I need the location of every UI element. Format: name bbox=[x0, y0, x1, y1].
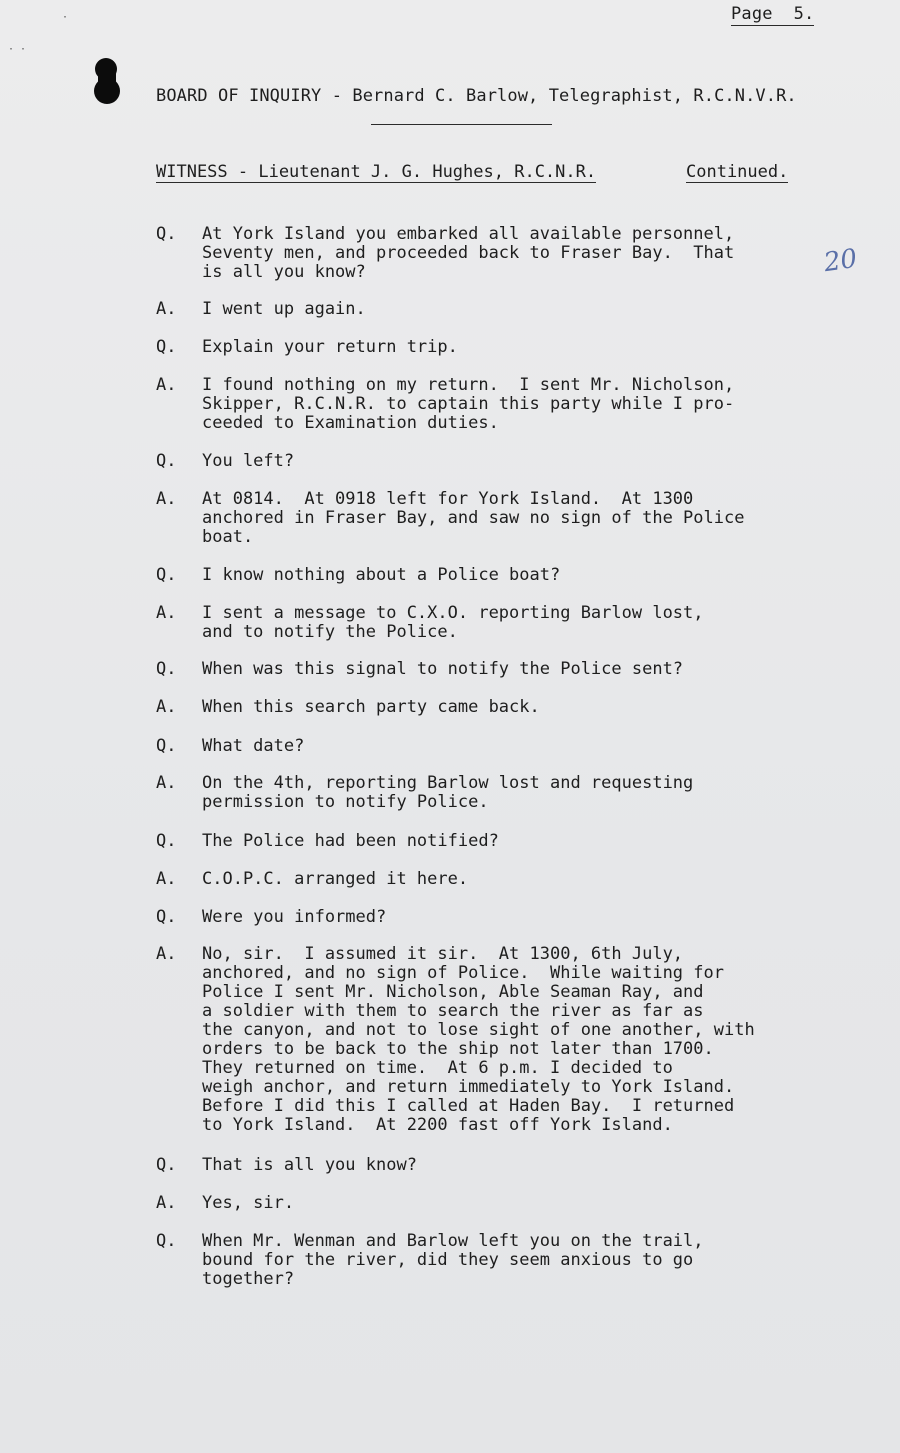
qa-exchange bbox=[156, 832, 836, 851]
qa-exchange bbox=[156, 1194, 836, 1213]
qa-text: Explain your return trip. bbox=[202, 337, 458, 357]
qa-label: A. bbox=[156, 603, 177, 623]
qa-text: At 0814. At 0918 left for York Island. At 1300 anchored in Fraser Bay, and saw no sign of the Police boat. bbox=[202, 489, 745, 547]
qa-label: Q. bbox=[156, 736, 177, 756]
qa-exchange bbox=[156, 452, 836, 471]
qa-label: Q. bbox=[156, 659, 177, 679]
qa-label: A. bbox=[156, 1193, 177, 1213]
qa-exchange bbox=[156, 225, 836, 282]
page-number: Page 5. bbox=[731, 4, 815, 24]
paper-speck: · · bbox=[8, 44, 27, 55]
qa-label: Q. bbox=[156, 1155, 177, 1175]
qa-exchange bbox=[156, 1232, 836, 1289]
qa-label: A. bbox=[156, 697, 177, 717]
qa-label: Q. bbox=[156, 337, 177, 357]
qa-exchange bbox=[156, 660, 836, 679]
qa-label: Q. bbox=[156, 451, 177, 471]
qa-label: A. bbox=[156, 869, 177, 889]
qa-exchange bbox=[156, 870, 836, 889]
qa-exchange bbox=[156, 908, 836, 927]
qa-label: A. bbox=[156, 944, 177, 964]
punch-hole-icon bbox=[92, 56, 122, 106]
qa-text: I went up again. bbox=[202, 299, 366, 319]
qa-exchange bbox=[156, 376, 836, 433]
title-divider bbox=[371, 124, 552, 125]
qa-text: At York Island you embarked all available personnel, Seventy men, and proceeded back to Fraser Bay. That is all you know? bbox=[202, 224, 735, 282]
qa-exchange bbox=[156, 737, 836, 756]
qa-exchange bbox=[156, 566, 836, 585]
qa-text: When was this signal to notify the Police sent? bbox=[202, 659, 684, 679]
qa-label: A. bbox=[156, 299, 177, 319]
qa-label: A. bbox=[156, 375, 177, 395]
qa-text: On the 4th, reporting Barlow lost and requesting permission to notify Police. bbox=[202, 773, 694, 812]
qa-text: That is all you know? bbox=[202, 1155, 417, 1175]
qa-label: A. bbox=[156, 773, 177, 793]
qa-exchange bbox=[156, 1156, 836, 1175]
qa-exchange bbox=[156, 698, 836, 717]
handwritten-margin-note: 20 bbox=[822, 243, 860, 279]
qa-label: Q. bbox=[156, 565, 177, 585]
qa-exchange bbox=[156, 945, 836, 1135]
qa-exchange bbox=[156, 604, 836, 642]
qa-text: Yes, sir. bbox=[202, 1193, 295, 1213]
qa-exchange bbox=[156, 300, 836, 319]
qa-text: No, sir. I assumed it sir. At 1300, 6th July, anchored, and no sign of Police. While waiting for Police I sent Mr. Nicholson, Able Seaman Ray, and a soldier with them to search the river as far as the canyon, and not to lose sight of one another, with orders to be back to the ship not later than 1700. They returned on time. At 6 p.m. I decided to weigh anchor, and return immediately to York Island. Before I did this I called at Haden Bay. I returned to York Island. At 2200 fast off York Island. bbox=[202, 944, 755, 1135]
qa-exchange bbox=[156, 774, 836, 812]
qa-text: When Mr. Wenman and Barlow left you on the trail, bound for the river, did they seem anxious to go together? bbox=[202, 1231, 704, 1289]
qa-text: What date? bbox=[202, 736, 305, 756]
qa-text: Were you informed? bbox=[202, 907, 387, 927]
continued-label: Continued. bbox=[686, 162, 789, 182]
qa-label: Q. bbox=[156, 831, 177, 851]
qa-text: When this search party came back. bbox=[202, 697, 540, 717]
qa-text: C.O.P.C. arranged it here. bbox=[202, 869, 469, 889]
paper-speck: · bbox=[62, 12, 69, 23]
witness-heading: WITNESS - Lieutenant J. G. Hughes, R.C.N.R. bbox=[156, 162, 597, 182]
qa-text: I know nothing about a Police boat? bbox=[202, 565, 561, 585]
qa-text: I found nothing on my return. I sent Mr. Nicholson, Skipper, R.C.N.R. to captain this party while I pro- ceeded to Examination duties. bbox=[202, 375, 735, 433]
qa-label: A. bbox=[156, 489, 177, 509]
qa-label: Q. bbox=[156, 224, 177, 244]
qa-label: Q. bbox=[156, 1231, 177, 1251]
qa-text: I sent a message to C.X.O. reporting Barlow lost, and to notify the Police. bbox=[202, 603, 704, 642]
qa-text: The Police had been notified? bbox=[202, 831, 499, 851]
qa-exchange bbox=[156, 338, 836, 357]
qa-exchange bbox=[156, 490, 836, 547]
qa-text: You left? bbox=[202, 451, 295, 471]
document-title: BOARD OF INQUIRY - Bernard C. Barlow, Telegraphist, R.C.N.V.R. bbox=[156, 86, 797, 106]
qa-label: Q. bbox=[156, 907, 177, 927]
